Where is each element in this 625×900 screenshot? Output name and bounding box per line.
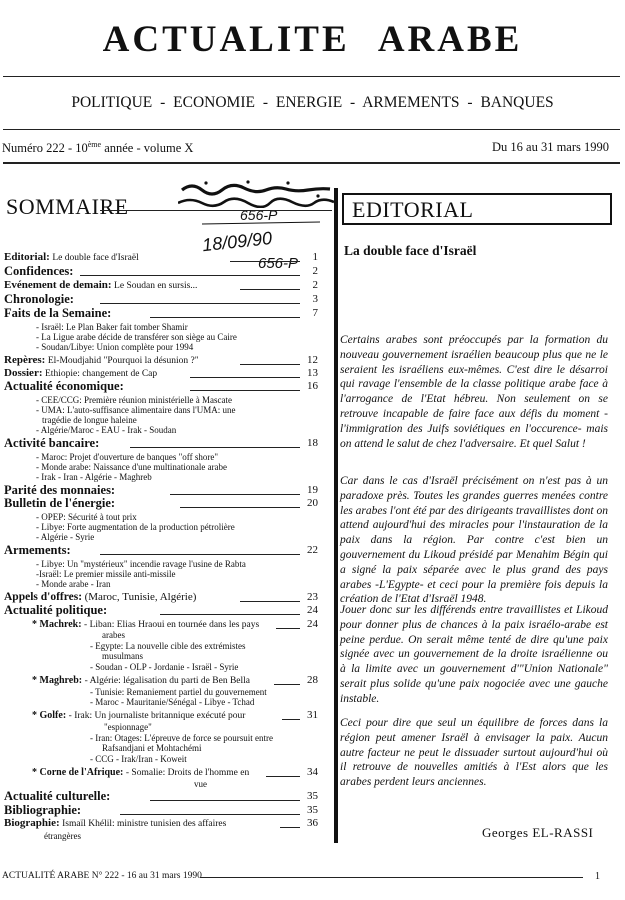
editorial-paragraph: Ceci pour dire que seul un équilibre de forces dans la région peut amener Israël à envisager la paix. Aucun autre facteur ne peut le dissuader surtout aujourd'hui où il retrouve de nouvelles amitiés à l'Est alors que les arabes perdent leurs anciennes. bbox=[340, 717, 608, 789]
toc-subitem: - OPEP: Sécurité à tout prix bbox=[36, 512, 137, 522]
toc-subitem: - CCG - Irak/Iran - Koweit bbox=[90, 754, 187, 764]
toc-entry[interactable]: * Golfe: - Irak: Un journaliste britannique exécuté pour 31 bbox=[32, 709, 318, 721]
toc-subitem: Rafsandjani et Mohtachémi bbox=[102, 743, 202, 753]
toc-subitem: - Algérie - Syrie bbox=[36, 532, 95, 542]
toc-entry[interactable]: Actualité politique: 24 bbox=[4, 603, 318, 617]
toc-subitem: - La Ligue arabe décide de transférer son siège au Caire bbox=[36, 332, 237, 342]
issue-rule-top bbox=[3, 129, 620, 130]
toc-subitem: musulmans bbox=[102, 651, 144, 661]
column-divider bbox=[334, 188, 338, 843]
issue-rule-bottom bbox=[3, 162, 620, 164]
footer-text: ACTUALITÉ ARABE N° 222 - 16 au 31 mars 1990 bbox=[2, 871, 202, 881]
toc-subitem: - Maroc: Projet d'ouverture de banques "off shore" bbox=[36, 452, 218, 462]
toc-entry[interactable]: Dossier: Ethiopie: changement de Cap 13 bbox=[4, 367, 318, 379]
toc-entry[interactable]: * Maghreb: - Algérie: légalisation du parti de Ben Bella 28 bbox=[32, 674, 318, 686]
page-number: 1 bbox=[595, 871, 600, 882]
toc-subitem: - Monde arabe - Iran bbox=[36, 579, 111, 589]
toc-entry[interactable]: Armements: 22 bbox=[4, 543, 318, 557]
toc-subitem: "espionnage" bbox=[104, 722, 152, 732]
editorial-paragraph: Jouer donc sur les différends entre travaillistes et Likoud pour donner plus de chances à la paix israélo-arabe est peine perdue. On serait même tenté de dire qu'une paix signée avec un gouvernement de la droite israélienne ou à la limite avec un gouvernement d'"Union Nationale" serait plus solide qu'une paix nogociée avec une gauche instable. bbox=[340, 604, 608, 705]
toc-entry[interactable]: Evénement de demain: Le Soudan en sursis... 2 bbox=[4, 279, 318, 291]
toc-entry[interactable]: Faits de la Semaine: 7 bbox=[4, 306, 318, 320]
masthead-subtitle: POLITIQUE - ECONOMIE - ENERGIE - ARMEMENTS - BANQUES bbox=[71, 94, 554, 111]
toc-entry[interactable]: * Corne de l'Afrique: - Somalie: Droits de l'homme en 34 bbox=[32, 766, 318, 778]
editorial-paragraph: Car dans le cas d'Israël précisément on n'est pas à un paradoxe près. Toutes les grandes guerres menées contre les arabes l'ont été par des dirigeants travaillistes dont on attend aujourd'hui des miracles pour l'instauration de la paix dans la région. Par contre c'est bien un gouvernement du Likoud présidé par Menahim Bégin qui a signé la paix séparée avec le plus grand des pays arabes -L'Egypte- et ceci pour la première fois depuis la création de l'Etat d'Israël 1948. bbox=[340, 475, 608, 606]
toc-entry[interactable]: Actualité culturelle: 35 bbox=[4, 789, 318, 803]
toc-subitem: - Libye: Un "mystérieux" incendie ravage l'usine de Rabta bbox=[36, 559, 246, 569]
issue-prefix: Numéro 222 - 10 bbox=[2, 141, 88, 156]
toc-subitem: - Israël: Le Plan Baker fait tomber Shamir bbox=[36, 322, 188, 332]
toc-subitem: - Egypte: La nouvelle cible des extrémistes bbox=[90, 641, 246, 651]
toc-subitem: - Monde arabe: Naissance d'une multinationale arabe bbox=[36, 462, 228, 472]
toc-entry[interactable]: Confidences: 2 bbox=[4, 264, 318, 278]
toc-subitem: - Irak - Iran - Algérie - Maghreb bbox=[36, 472, 152, 482]
toc-subitem: - Soudan/Libye: Union complète pour 1994 bbox=[36, 342, 194, 352]
toc-subitem: vue bbox=[194, 779, 207, 789]
toc-entry[interactable]: * Machrek: - Liban: Elias Hraoui en tournée dans les pays 24 bbox=[32, 618, 318, 630]
editorial-heading: EDITORIAL bbox=[352, 197, 474, 222]
toc-entry[interactable]: Parité des monnaies: 19 bbox=[4, 483, 318, 497]
issue-suffix: année - volume X bbox=[101, 141, 194, 156]
toc-subitem: arabes bbox=[102, 630, 125, 640]
masthead-rule bbox=[3, 76, 620, 77]
masthead-title: ACTUALITE ARABE bbox=[102, 19, 523, 60]
svg-text:656-P: 656-P bbox=[240, 207, 278, 223]
svg-text:656-P: 656-P bbox=[258, 255, 299, 272]
archive-stamp bbox=[178, 178, 336, 208]
issue-sup: ème bbox=[87, 140, 102, 149]
sommaire-heading: SOMMAIRE bbox=[6, 194, 129, 219]
article-title: La double face d'Israël bbox=[344, 243, 477, 258]
sommaire-rule bbox=[100, 210, 332, 211]
toc-entry[interactable]: Activité bancaire: 18 bbox=[4, 436, 318, 450]
footer-rule bbox=[200, 877, 583, 878]
toc-entry[interactable]: Repères: El-Moudjahid "Pourquoi la désunion ?" 12 bbox=[4, 354, 318, 366]
toc-entry[interactable]: Bulletin de l'énergie: 20 bbox=[4, 496, 318, 510]
editorial-heading-box bbox=[342, 193, 612, 225]
toc-subitem: tragédie de longue haleine bbox=[42, 415, 137, 425]
toc-subitem: - Soudan - OLP - Jordanie - Israël - Syrie bbox=[90, 662, 239, 672]
toc-entry[interactable]: Editorial: Le double face d'Israël 1 bbox=[4, 251, 318, 263]
toc-subitem: étrangères bbox=[44, 831, 81, 841]
issue-number bbox=[2, 140, 193, 156]
toc-subitem: - Tunisie: Remaniement partiel du gouvernement bbox=[90, 687, 267, 697]
toc-subitem: - UMA: L'auto-suffisance alimentaire dans l'UMA: une bbox=[36, 405, 236, 415]
toc-subitem: - Iran: Otages: L'épreuve de force se poursuit entre bbox=[90, 733, 274, 743]
toc-subitem: -Israël: Le premier missile anti-missile bbox=[36, 569, 176, 579]
toc-subitem: - Libye: Forte augmentation de la production pétrolière bbox=[36, 522, 235, 532]
toc-subitem: - Algérie/Maroc - EAU - Irak - Soudan bbox=[36, 425, 177, 435]
toc-entry[interactable]: Appels d'offres: (Maroc, Tunisie, Algérie) 23 bbox=[4, 591, 318, 603]
issue-date: Du 16 au 31 mars 1990 bbox=[492, 140, 609, 154]
toc-subitem: - CEE/CCG: Première réunion ministérielle à Mascate bbox=[36, 395, 232, 405]
toc-entry[interactable]: Biographie: Ismaïl Khélil: ministre tunisien des affaires 36 bbox=[4, 817, 318, 829]
toc-subitem: - Maroc - Mauritanie/Sénégal - Libye - Tchad bbox=[90, 697, 255, 707]
toc-entry[interactable]: Actualité économique: 16 bbox=[4, 379, 318, 393]
editorial-paragraph: Certains arabes sont préoccupés par la formation du nouveau gouvernement israélien beaucoup plus que ne le seraient les israéliens eux-mêmes. C'est dire le désarroi qui ravage l'ensemble de la classe politique arabe face à l'arrogance de l'Etat hébreu. Non seulement on se retrouve incapable de faire face aux défis du moment -l'immigration des Juifs soviétiques en l'occurence- mais on attend le salut de chez l'adversaire. Et quel Salut ! bbox=[340, 334, 608, 450]
toc-entry[interactable]: Chronologie: 3 bbox=[4, 292, 318, 306]
author-signature: Georges EL-RASSI bbox=[482, 825, 594, 840]
svg-text:18/09/90: 18/09/90 bbox=[201, 227, 274, 256]
toc-entry[interactable]: Bibliographie: 35 bbox=[4, 803, 318, 817]
